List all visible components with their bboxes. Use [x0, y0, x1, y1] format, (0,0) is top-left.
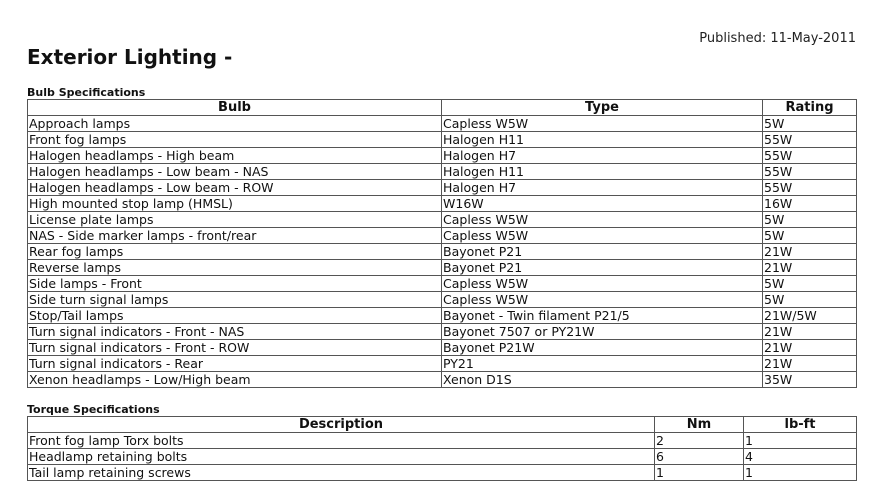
- torque-lbft-cell: 1: [744, 465, 857, 481]
- table-row: [28, 180, 857, 196]
- bulb-name-cell: Stop/Tail lamps: [28, 308, 442, 324]
- bulb-rating-cell: 55W: [763, 180, 857, 196]
- column-header-description: Description: [28, 417, 655, 433]
- bulb-rating-cell: 21W: [763, 356, 857, 372]
- bulb-rating-cell: 21W: [763, 260, 857, 276]
- bulb-type-cell: Bayonet P21: [442, 244, 763, 260]
- bulb-rating-cell: 21W/5W: [763, 308, 857, 324]
- table-row: [28, 449, 857, 465]
- table-row: [28, 132, 857, 148]
- bulb-type-cell: Capless W5W: [442, 116, 763, 132]
- bulb-rating-cell: 5W: [763, 212, 857, 228]
- table-row: [28, 260, 857, 276]
- bulb-type-cell: Bayonet - Twin filament P21/5: [442, 308, 763, 324]
- bulb-type-cell: Capless W5W: [442, 212, 763, 228]
- torque-nm-cell: 2: [655, 433, 744, 449]
- bulb-type-cell: Capless W5W: [442, 276, 763, 292]
- table-row: [28, 276, 857, 292]
- table-row: [28, 308, 857, 324]
- torque-table-body: [28, 433, 857, 481]
- bulb-name-cell: Turn signal indicators - Front - ROW: [28, 340, 442, 356]
- bulb-name-cell: Reverse lamps: [28, 260, 442, 276]
- torque-lbft-cell: 1: [744, 433, 857, 449]
- table-row: [28, 372, 857, 388]
- table-row: [28, 164, 857, 180]
- bulb-name-cell: Side turn signal lamps: [28, 292, 442, 308]
- bulb-type-cell: Xenon D1S: [442, 372, 763, 388]
- bulb-rating-cell: 5W: [763, 116, 857, 132]
- bulb-type-cell: Bayonet 7507 or PY21W: [442, 324, 763, 340]
- bulb-name-cell: Turn signal indicators - Front - NAS: [28, 324, 442, 340]
- table-row: [28, 116, 857, 132]
- published-date: Published: 11-May-2011: [699, 31, 856, 46]
- page-title: Exterior Lighting -: [27, 45, 233, 69]
- table-row: [28, 148, 857, 164]
- torque-specifications-heading: Torque Specifications: [27, 403, 160, 416]
- bulb-name-cell: Approach lamps: [28, 116, 442, 132]
- table-row: [28, 292, 857, 308]
- bulb-name-cell: Side lamps - Front: [28, 276, 442, 292]
- bulb-type-cell: Capless W5W: [442, 228, 763, 244]
- bulb-type-cell: PY21: [442, 356, 763, 372]
- table-row: [28, 465, 857, 481]
- bulb-rating-cell: 35W: [763, 372, 857, 388]
- bulb-rating-cell: 5W: [763, 228, 857, 244]
- bulb-type-cell: W16W: [442, 196, 763, 212]
- bulb-name-cell: Halogen headlamps - High beam: [28, 148, 442, 164]
- torque-description-cell: Tail lamp retaining screws: [28, 465, 655, 481]
- bulb-rating-cell: 21W: [763, 324, 857, 340]
- column-header-rating: Rating: [763, 100, 857, 116]
- torque-lbft-cell: 4: [744, 449, 857, 465]
- bulb-name-cell: High mounted stop lamp (HMSL): [28, 196, 442, 212]
- bulb-table-body: [28, 116, 857, 388]
- bulb-rating-cell: 21W: [763, 340, 857, 356]
- bulb-type-cell: Bayonet P21: [442, 260, 763, 276]
- bulb-name-cell: NAS - Side marker lamps - front/rear: [28, 228, 442, 244]
- bulb-rating-cell: 55W: [763, 164, 857, 180]
- bulb-name-cell: Halogen headlamps - Low beam - NAS: [28, 164, 442, 180]
- bulb-type-cell: Halogen H11: [442, 164, 763, 180]
- bulb-rating-cell: 5W: [763, 292, 857, 308]
- bulb-specifications-heading: Bulb Specifications: [27, 86, 146, 99]
- bulb-rating-cell: 5W: [763, 276, 857, 292]
- column-header-nm: Nm: [655, 417, 744, 433]
- torque-specifications-table: [27, 416, 857, 481]
- bulb-type-cell: Capless W5W: [442, 292, 763, 308]
- table-row: [28, 356, 857, 372]
- bulb-name-cell: Front fog lamps: [28, 132, 442, 148]
- bulb-rating-cell: 16W: [763, 196, 857, 212]
- bulb-type-cell: Halogen H7: [442, 180, 763, 196]
- table-row: [28, 228, 857, 244]
- column-header-bulb: Bulb: [28, 100, 442, 116]
- bulb-type-cell: Halogen H7: [442, 148, 763, 164]
- torque-nm-cell: 1: [655, 465, 744, 481]
- column-header-lb-ft: lb-ft: [744, 417, 857, 433]
- table-row: [28, 244, 857, 260]
- torque-description-cell: Headlamp retaining bolts: [28, 449, 655, 465]
- bulb-rating-cell: 21W: [763, 244, 857, 260]
- bulb-table-header-row: [28, 100, 857, 116]
- bulb-rating-cell: 55W: [763, 132, 857, 148]
- table-row: [28, 340, 857, 356]
- bulb-name-cell: Turn signal indicators - Rear: [28, 356, 442, 372]
- bulb-type-cell: Halogen H11: [442, 132, 763, 148]
- bulb-type-cell: Bayonet P21W: [442, 340, 763, 356]
- table-row: [28, 324, 857, 340]
- bulb-name-cell: Xenon headlamps - Low/High beam: [28, 372, 442, 388]
- table-row: [28, 212, 857, 228]
- torque-table-header-row: [28, 417, 857, 433]
- bulb-rating-cell: 55W: [763, 148, 857, 164]
- bulb-name-cell: Rear fog lamps: [28, 244, 442, 260]
- bulb-specifications-table: [27, 99, 857, 388]
- bulb-name-cell: License plate lamps: [28, 212, 442, 228]
- torque-nm-cell: 6: [655, 449, 744, 465]
- table-row: [28, 196, 857, 212]
- table-row: [28, 433, 857, 449]
- column-header-type: Type: [442, 100, 763, 116]
- torque-description-cell: Front fog lamp Torx bolts: [28, 433, 655, 449]
- bulb-name-cell: Halogen headlamps - Low beam - ROW: [28, 180, 442, 196]
